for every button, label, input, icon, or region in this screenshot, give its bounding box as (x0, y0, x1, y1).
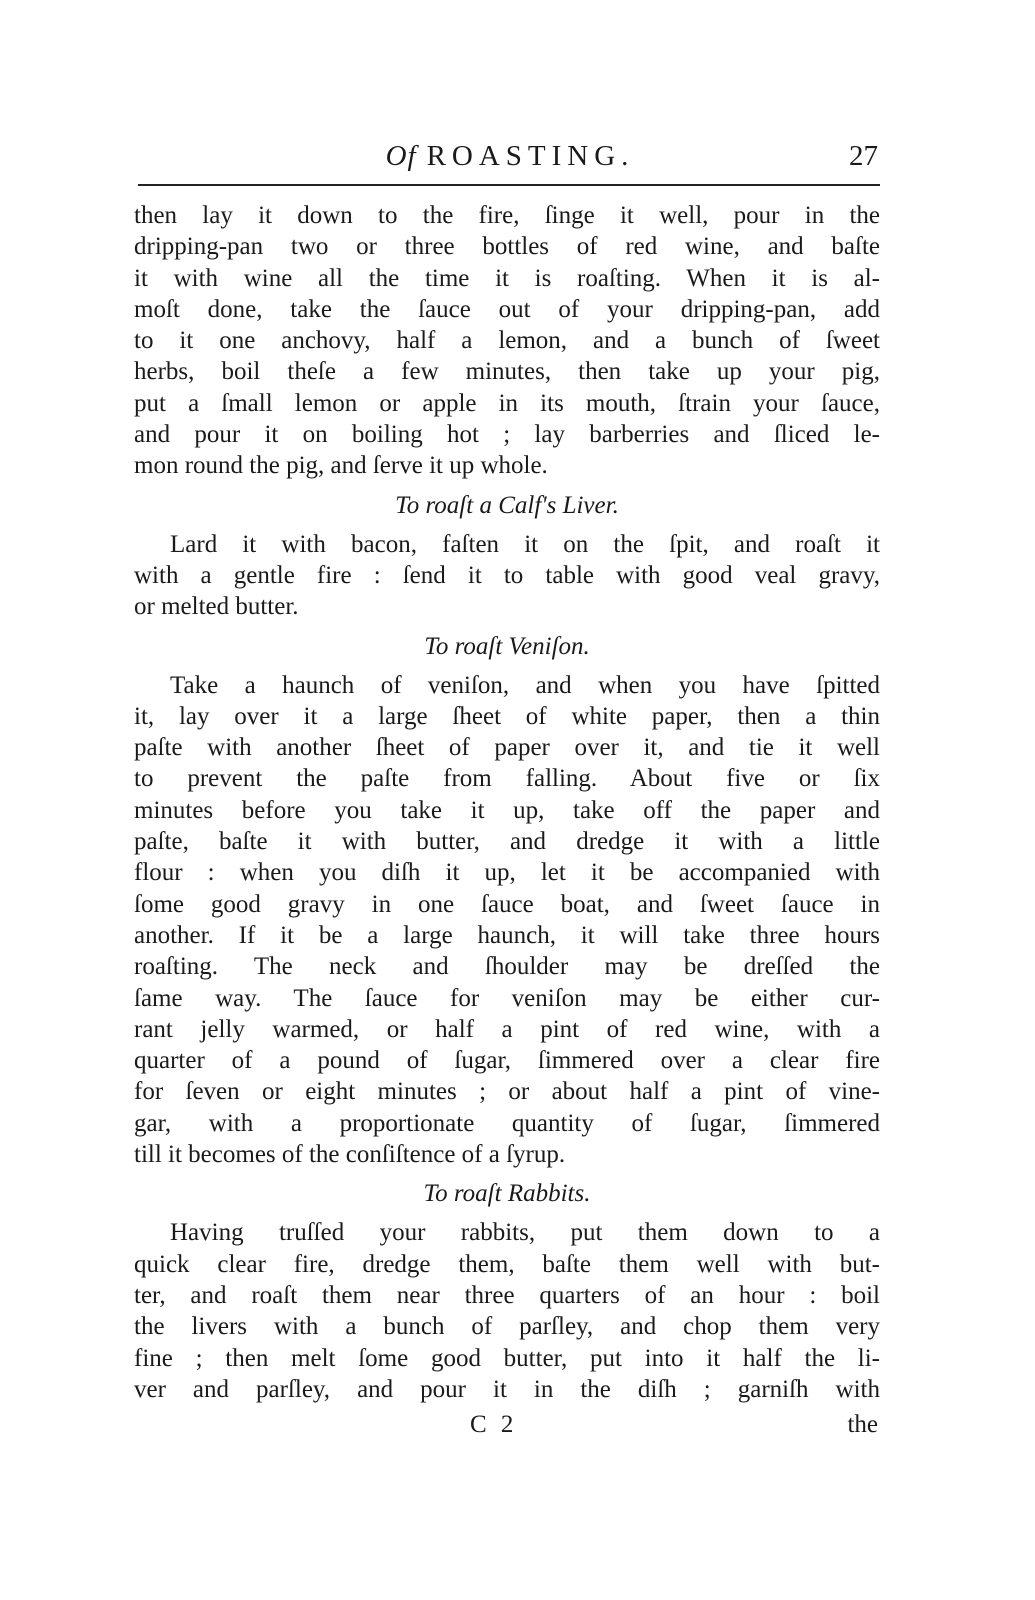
signature-mark: C 2 (470, 1411, 518, 1438)
text-line: Take a haunch of veniſon, and when you have ſpitted (170, 671, 880, 699)
text-line: then lay it down to the fire, ſinge it well, pour in the (134, 202, 880, 229)
text-line: rant jelly warmed, or half a pint of red wine, with a (134, 1015, 880, 1043)
text-line: quarter of a pound of ſugar, ſimmered over a clear fire (134, 1047, 880, 1075)
text-line: herbs, boil theſe a few minutes, then take up your pig, (134, 358, 880, 386)
body-text (134, 200, 880, 1405)
text-line: ver and parſley, and pour it in the diſh ; garniſh with (134, 1375, 880, 1403)
text-line: Lard it with bacon, faſten it on the ſpit, and roaſt it (170, 530, 880, 558)
page-footer (140, 1408, 880, 1442)
text-line: the livers with a bunch of parſley, and chop them very (134, 1313, 880, 1341)
recipe-heading-rabbits: To roaſt Rabbits. (423, 1180, 591, 1208)
text-line: mon round the pig, and ſerve it up whole. (134, 452, 548, 480)
text-line: ſome good gravy in one ſauce boat, and ſweet ſauce in (134, 890, 880, 918)
header-rule (138, 184, 880, 186)
text-line: minutes before you take it up, take off the paper and (134, 796, 880, 824)
text-line: paſte with another ſheet of paper over it, and tie it well (134, 734, 880, 762)
text-line: flour : when you diſh it up, let it be accompanied with (134, 859, 880, 887)
running-title-text: ROASTING. (426, 140, 635, 172)
running-title-prefix: Of (385, 140, 417, 172)
text-line: to prevent the paſte from falling. About five or ſix (134, 765, 880, 793)
text-line: put a ſmall lemon or apple in its mouth, ſtrain your ſauce, (134, 389, 880, 417)
text-line: paſte, baſte it with butter, and dredge it with a little (134, 828, 880, 856)
text-line: another. If it be a large haunch, it will take three hours (134, 921, 880, 949)
running-title (140, 136, 880, 176)
recipe-heading-calfs-liver: To roaſt a Calf's Liver. (395, 491, 619, 519)
text-line: ſame way. The ſauce for veniſon may be either cur- (134, 984, 880, 1012)
page-number: 27 (849, 140, 878, 172)
paragraph-rabbits (134, 1217, 880, 1405)
text-line: to it one anchovy, half a lemon, and a bunch of ſweet (134, 327, 880, 355)
text-line: quick clear fire, dredge them, baſte them well with but- (134, 1250, 880, 1278)
text-line: and pour it on boiling hot ; lay barberries and ſliced le- (134, 421, 880, 449)
catchword: the (847, 1411, 878, 1438)
text-line: it with wine all the time it is roaſting. When it is al- (134, 264, 880, 292)
text-line: or melted butter. (134, 593, 299, 621)
text-line: roaſting. The neck and ſhoulder may be dreſſed the (134, 953, 880, 981)
running-head (140, 136, 880, 176)
text-line: till it becomes of the conſiſtence of a ſyrup. (134, 1141, 566, 1169)
text-line: ter, and roaſt them near three quarters of an hour : boil (134, 1281, 880, 1309)
text-line: Having truſſed your rabbits, put them down to a (170, 1219, 880, 1247)
paragraph-venison (134, 670, 880, 1171)
text-line: fine ; then melt ſome good butter, put into it half the li- (134, 1344, 880, 1372)
text-line: gar, with a proportionate quantity of ſugar, ſimmered (134, 1109, 880, 1137)
text-line: for ſeven or eight minutes ; or about half a pint of vine- (134, 1078, 880, 1106)
paragraph-pig-continued (134, 200, 880, 482)
recipe-heading-venison: To roaſt Veniſon. (424, 632, 590, 660)
text-line: dripping-pan two or three bottles of red wine, and baſte (134, 233, 880, 261)
text-line: moſt done, take the ſauce out of your dripping-pan, add (134, 295, 880, 323)
text-line: it, lay over it a large ſheet of white paper, then a thin (134, 702, 880, 730)
text-line: with a gentle fire : ſend it to table with good veal gravy, (134, 561, 880, 589)
paragraph-calfs-liver (134, 529, 880, 623)
